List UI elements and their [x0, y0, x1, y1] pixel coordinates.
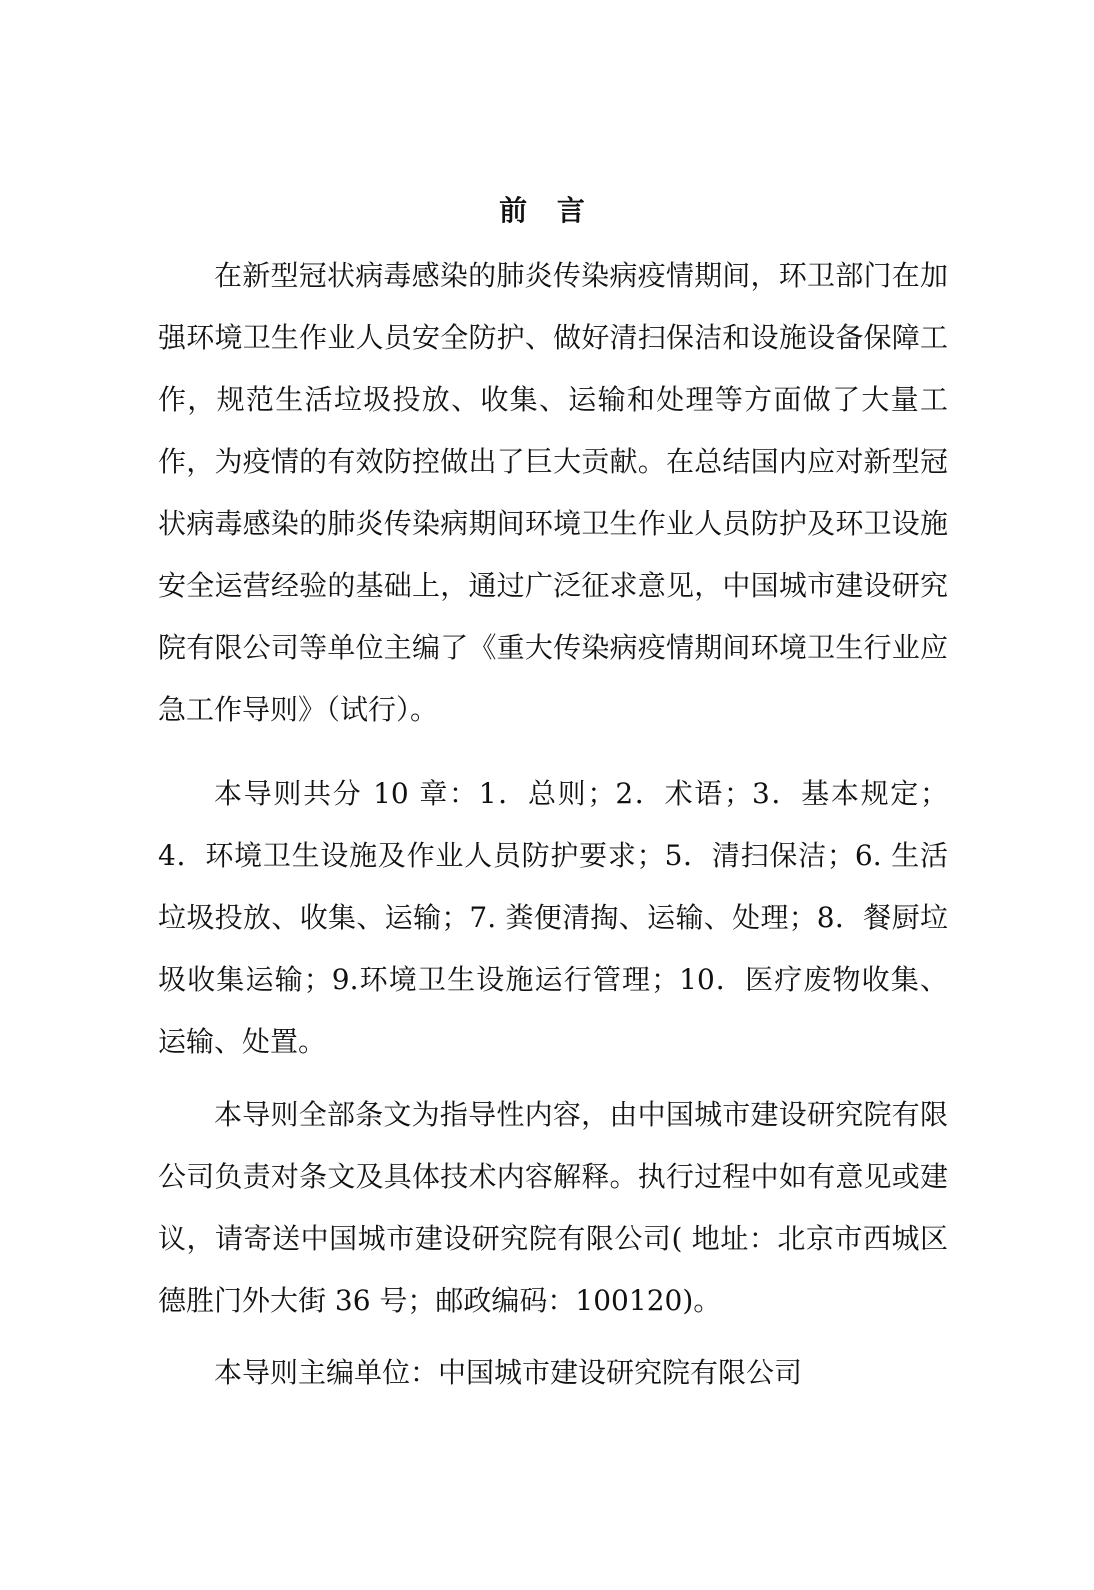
paragraph-background: 在新型冠状病毒感染的肺炎传染病疫情期间，环卫部门在加强环境卫生作业人员安全防护、做好清扫保洁和设施设备保障工作，规范生活垃圾投放、收集、运输和处理等方面做了大量工作，为疫情的有效防控做出了巨大贡献。在总结国内应对新型冠状病毒感染的肺炎传染病期间环境卫生作业人员防护及环卫设施安全运营经验的基础上，通过广泛征求意见，中国城市建设研究院有限公司等单位主编了《重大传染病疫情期间环境卫生行业应急工作导则》（试行）。	[158, 259, 948, 726]
page-title: 前 言	[499, 194, 595, 227]
paragraph-editor-unit: 本导则主编单位：中国城市建设研究院有限公司	[214, 1356, 803, 1389]
paragraph-chapters: 本导则共分 10 章：1．总则；2．术语；3．基本规定；4．环境卫生设施及作业人员防护要求；5．清扫保洁；6. 生活垃圾投放、收集、运输；7. 粪便清掏、运输、处理；8．餐厨垃圾收集运输；9.环境卫生设施运行管理；10．医疗废物收集、运输、处置。	[158, 777, 948, 1058]
paragraph-interpretation: 本导则全部条文为指导性内容，由中国城市建设研究院有限公司负责对条文及具体技术内容解释。执行过程中如有意见或建议，请寄送中国城市建设研究院有限公司( 地址：北京市西城区德胜门外大街 36 号；邮政编码：100120)。	[158, 1098, 948, 1317]
